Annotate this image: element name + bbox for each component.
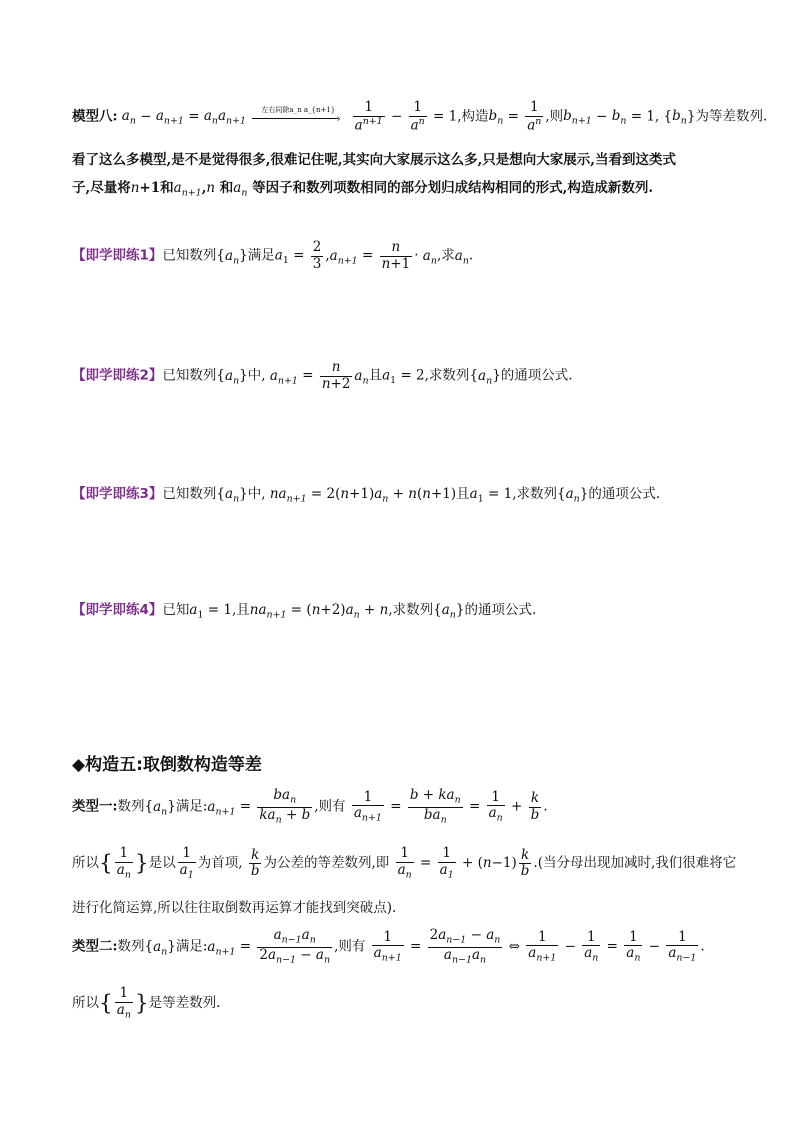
summary-line-1: 看了这么多模型,是不是觉得很多,很难记住呢,其实向大家展示这么多,只是想向大家展示,当看到这类式 — [72, 152, 676, 168]
type2-line: 类型二:数列$\{a_n\}$满足$:a_{n+1}$ = $\frac{a_{n-1}a_n}{2a_{n-1} - a_n}$ ,则有 $\frac{1}{a_{n+1}}$ = $\frac{2a_{n-1} - a_n}{a_{n-1}a_n}$ ⇔ $\frac{1}{a_{n+1}}$ − $\frac{1}{a_n}$ = $\frac{1}{a_n}$ − $\frac{1}{a_{n-1}}$ . — [72, 927, 705, 966]
model8-line: 模型八: $a_n - a_{n+1} = a_na_{n+1}$ 左右同除a_n a_{n+1} › $\frac{1}{a^{n+1}}$ − $\frac{1}{a^n}$ = 1,构造$b_n$ = $\frac{1}{a^n}$ ,则$b_{n+1} - b_n = 1$, $\{b_n\}$为等差数列. — [72, 99, 768, 134]
exercise-3: 【即学即练3】已知数列$\{a_n\}$中, $na_{n+1} = 2(n+1)a_n + n(n+1)$且$a_1 = 1$,求数列$\{a_n\}$的通项公式. — [72, 486, 661, 505]
summary-line-2: 子,尽量将n+1和$a_{n+1},n$ 和$a_n$ 等因子和数列项数相同的部分划归成结构相同的形式,构造成新数列. — [72, 180, 654, 199]
exercise-1: 【即学即练1】已知数列$\{a_n\}$满足$a_1$ = $\frac{2}{3}$ $,a_{n+1}$ = $\frac{n}{n+1}$ · $a_n$,求$a_n$. — [72, 239, 474, 272]
transform-arrow: 左右同除a_n a_{n+1} › — [252, 109, 344, 125]
model8-label: 模型八: — [72, 108, 118, 125]
type1-line: 类型一:数列$\{a_n\}$满足$:a_{n+1}$ = $\frac{ba_n}{ka_n + b}$ ,则有 $\frac{1}{a_{n+1}}$ = $\frac{b + ka_n}{ba_n}$ = $\frac{1}{a_n}$ + $\frac{k}{b}$ . — [72, 787, 548, 826]
so1-line: 所以{ $\frac{1}{a_n}$ }是以 $\frac{1}{a_1}$ 为首项, $\frac{k}{b}$ 为公差的等差数列,即 $\frac{1}{a_n}$ = $\frac{1}{a_1}$ + (n−1) $\frac{k}{b}$ .(当分母出现加减时,我们很难将它 — [72, 845, 737, 881]
so1-line-2: 进行化简运算,所以往往取倒数再运算才能找到突破点). — [72, 900, 397, 916]
exercise-2: 【即学即练2】已知数列$\{a_n\}$中, $a_{n+1}$ = $\frac{n}{n+2}$ $a_n$且$a_1 = 2$,求数列$\{a_n\}$的通项公式. — [72, 359, 573, 392]
exercise-4: 【即学即练4】已知$a_1 = 1$,且$na_{n+1} = (n+2)a_n + n$,求数列$\{a_n\}$的通项公式. — [72, 602, 537, 621]
exercise-tag: 【即学即练2】 — [72, 367, 163, 384]
so2-line: 所以{ $\frac{1}{a_n}$ }是等差数列. — [72, 985, 221, 1021]
exercise-tag: 【即学即练4】 — [72, 602, 163, 618]
exercise-tag: 【即学即练1】 — [72, 247, 163, 264]
exercise-tag: 【即学即练3】 — [72, 486, 163, 502]
section-heading: ◆构造五:取倒数构造等差 — [72, 755, 262, 775]
